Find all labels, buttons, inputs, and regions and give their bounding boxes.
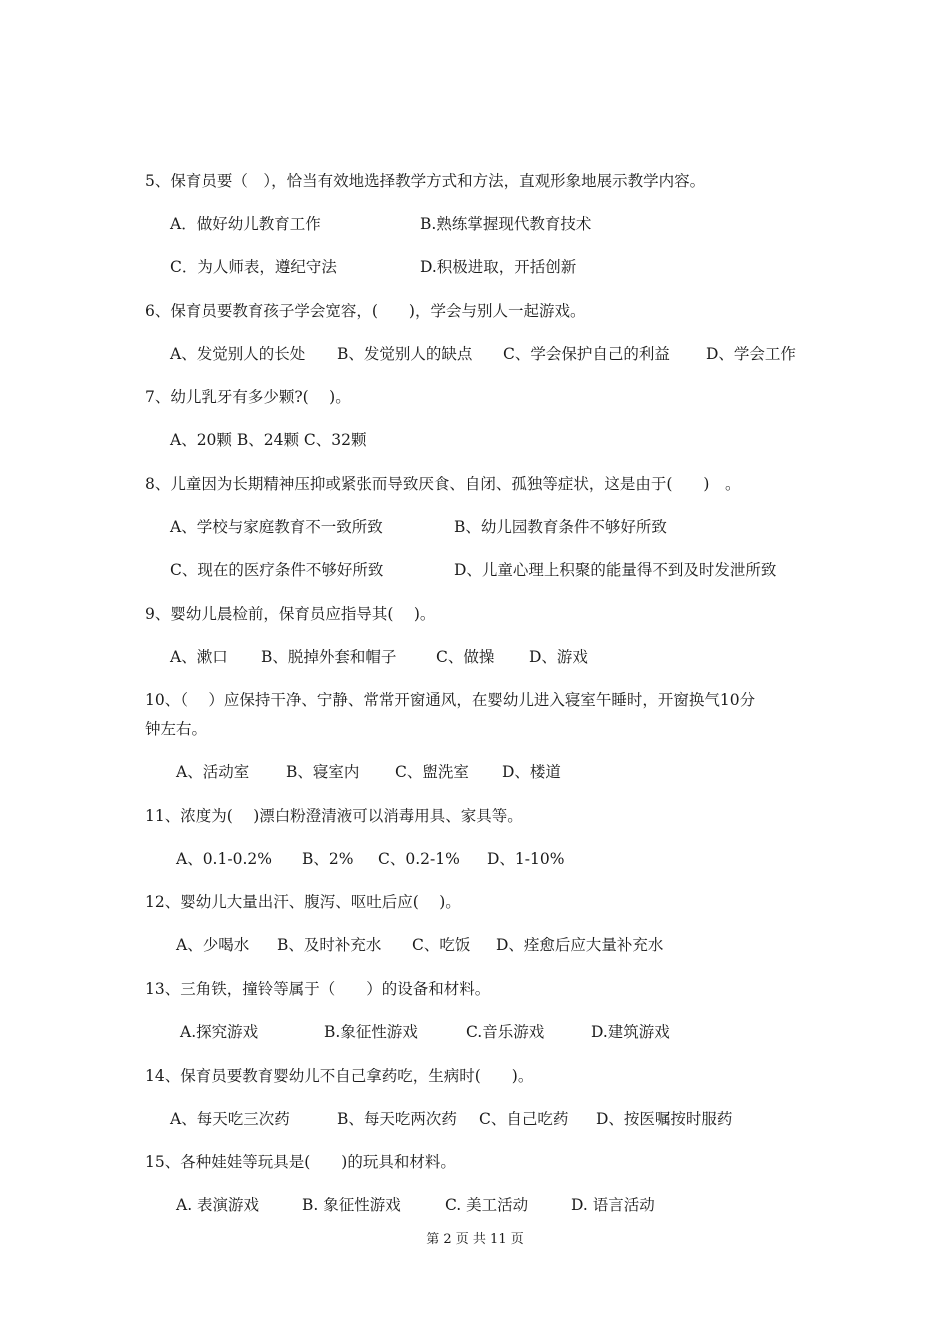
q15-option-c: C. 美工活动 <box>445 1196 529 1214</box>
question-8: 8、儿童因为长期精神压抑或紧张而导致厌食、自闭、孤独等症状，这是由于( ) 。 <box>145 475 741 493</box>
q10-option-d: D、楼道 <box>502 763 561 781</box>
q9-option-b: B、脱掉外套和帽子 <box>261 648 397 666</box>
q12-option-a: A、少喝水 <box>176 936 250 954</box>
question-10: 10、（ ）应保持干净、宁静、常常开窗通风，在婴幼儿进入寝室午睡时，开窗换气10分 <box>145 691 756 709</box>
q5-option-c: C．为人师表，遵纪守法 <box>170 258 337 276</box>
q13-option-b: B.象征性游戏 <box>324 1023 418 1041</box>
q7-options: A、20颗 B、24颗 C、32颗 <box>170 431 367 449</box>
q9-option-a: A、漱口 <box>170 648 228 666</box>
q14-option-d: D、按医嘱按时服药 <box>596 1110 733 1128</box>
question-9: 9、婴幼儿晨检前，保育员应指导其( )。 <box>145 605 436 623</box>
question-13: 13、三角铁，撞铃等属于（ ）的设备和材料。 <box>145 980 491 998</box>
q15-option-b: B. 象征性游戏 <box>302 1196 401 1214</box>
q11-option-d: D、1-10% <box>487 850 565 868</box>
question-14: 14、保育员要教育婴幼儿不自己拿药吃，生病时( )。 <box>145 1067 534 1085</box>
q8-option-d: D、儿童心理上积聚的能量得不到及时发泄所致 <box>454 561 777 579</box>
q8-option-a: A、学校与家庭教育不一致所致 <box>170 518 383 536</box>
question-10-cont: 钟左右。 <box>145 720 208 738</box>
q5-option-a: A．做好幼儿教育工作 <box>170 215 321 233</box>
q10-option-b: B、寝室内 <box>286 763 360 781</box>
q9-option-c: C、做操 <box>436 648 495 666</box>
q13-option-c: C.音乐游戏 <box>466 1023 545 1041</box>
q12-option-b: B、及时补充水 <box>277 936 382 954</box>
question-7: 7、幼儿乳牙有多少颗?( )。 <box>145 388 351 406</box>
question-15: 15、各种娃娃等玩具是( )的玩具和材料。 <box>145 1153 456 1171</box>
q15-option-a: A. 表演游戏 <box>176 1196 260 1214</box>
q10-option-c: C、盥洗室 <box>395 763 469 781</box>
q12-option-c: C、吃饭 <box>412 936 471 954</box>
q8-option-c: C、现在的医疗条件不够好所致 <box>170 561 384 579</box>
q6-option-b: B、发觉别人的缺点 <box>337 345 473 363</box>
q5-option-b: B.熟练掌握现代教育技术 <box>420 215 592 233</box>
q9-option-d: D、游戏 <box>529 648 588 666</box>
q13-option-a: A.探究游戏 <box>180 1023 259 1041</box>
q6-option-a: A、发觉别人的长处 <box>170 345 306 363</box>
question-6: 6、保育员要教育孩子学会宽容，( )，学会与别人一起游戏。 <box>145 302 586 320</box>
q15-option-d: D. 语言活动 <box>571 1196 655 1214</box>
q5-option-d: D.积极进取，开括创新 <box>420 258 577 276</box>
question-12: 12、婴幼儿大量出汗、腹泻、呕吐后应( )。 <box>145 893 461 911</box>
q12-option-d: D、痊愈后应大量补充水 <box>496 936 664 954</box>
q11-option-a: A、0.1-0.2% <box>176 850 272 868</box>
question-11: 11、浓度为( )漂白粉澄清液可以消毒用具、家具等。 <box>145 807 523 825</box>
q11-option-c: C、0.2-1% <box>378 850 460 868</box>
q10-option-a: A、活动室 <box>176 763 250 781</box>
q13-option-d: D.建筑游戏 <box>591 1023 670 1041</box>
q14-option-b: B、每天吃两次药 <box>337 1110 457 1128</box>
q14-option-a: A、每天吃三次药 <box>170 1110 290 1128</box>
q8-option-b: B、幼儿园教育条件不够好所致 <box>454 518 667 536</box>
q11-option-b: B、2% <box>302 850 354 868</box>
question-5: 5、保育员要（ ），恰当有效地选择教学方式和方法，直观形象地展示教学内容。 <box>145 172 706 190</box>
q14-option-c: C、自己吃药 <box>479 1110 569 1128</box>
q6-option-c: C、学会保护自己的利益 <box>503 345 670 363</box>
page-footer: 第 2 页 共 11 页 <box>426 1232 524 1247</box>
q6-option-d: D、学会工作 <box>706 345 796 363</box>
